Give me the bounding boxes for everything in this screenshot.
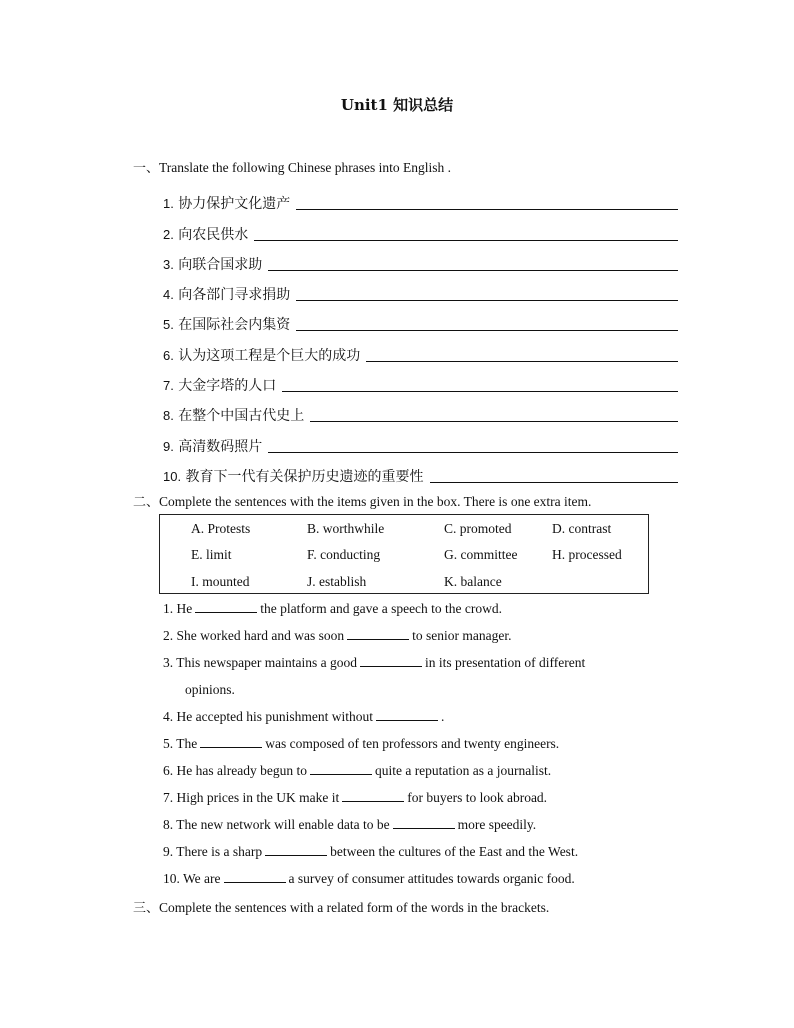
page-title: Unit1 知识总结 — [340, 96, 454, 114]
section-one-heading — [133, 157, 451, 176]
item-number: 10. — [163, 468, 182, 484]
box-option: C. promoted — [444, 521, 512, 536]
item-number: 9. — [163, 844, 174, 859]
translation-item — [163, 426, 678, 456]
item-number: 3. — [163, 256, 174, 272]
answer-blank[interactable] — [393, 816, 455, 829]
item-number: 7. — [163, 790, 174, 805]
sentence-item: 3. This newspaper maintains a good in its presentation of different — [163, 655, 586, 670]
box-option: B. worthwhile — [307, 521, 385, 536]
sentence-item: 1. He the platform and gave a speech to the crowd. — [163, 601, 503, 616]
section-instruction: Complete the sentences with a related form of the words in the brackets. — [159, 900, 550, 915]
answer-blank[interactable] — [347, 627, 409, 640]
answer-line[interactable] — [430, 469, 678, 483]
answer-line[interactable] — [296, 317, 678, 331]
item-number: 8. — [163, 408, 174, 424]
answer-blank[interactable] — [360, 654, 422, 667]
box-option: K. balance — [444, 574, 502, 589]
chinese-phrase: 向农民供水 — [178, 226, 249, 243]
sentence-item: 9. There is a sharp between the cultures of the East and the West. — [163, 844, 579, 859]
answer-line[interactable] — [296, 287, 678, 301]
chinese-phrase: 高清数码照片 — [178, 438, 263, 455]
section-instruction: Complete the sentences with the items given in the box. There is one extra item. — [159, 494, 592, 509]
item-number: 10. — [163, 871, 180, 886]
answer-line[interactable] — [310, 408, 678, 422]
sentence-item: 2. She worked hard and was soon to senior manager. — [163, 628, 512, 643]
box-option: H. processed — [552, 547, 622, 562]
answer-line[interactable] — [282, 378, 678, 392]
translation-item — [163, 396, 678, 426]
chinese-phrase: 在国际社会内集资 — [178, 317, 291, 334]
box-option: I. mounted — [191, 574, 250, 589]
translation-item — [163, 245, 678, 275]
box-option: J. establish — [307, 574, 367, 589]
item-number: 5. — [163, 317, 174, 333]
translation-item — [163, 457, 678, 487]
answer-blank[interactable] — [195, 600, 257, 613]
answer-blank[interactable] — [376, 708, 438, 721]
sentence-item: 10. We are a survey of consumer attitudes towards organic food. — [163, 871, 575, 886]
translation-item — [163, 275, 678, 305]
translation-item — [163, 214, 678, 244]
item-number: 4. — [163, 709, 174, 724]
translation-list — [163, 184, 678, 487]
chinese-phrase: 认为这项工程是个巨大的成功 — [178, 347, 361, 364]
item-number: 5. — [163, 736, 174, 751]
item-number: 1. — [163, 196, 174, 212]
item-number: 2. — [163, 628, 174, 643]
section-two-heading — [133, 491, 591, 510]
chinese-phrase: 教育下一代有关保护历史遗迹的重要性 — [185, 468, 424, 485]
answer-line[interactable] — [268, 439, 678, 453]
sentence-item: 4. He accepted his punishment without . — [163, 709, 445, 724]
sentence-item: 8. The new network will enable data to be more speedily. — [163, 817, 537, 832]
answer-blank[interactable] — [200, 735, 262, 748]
translation-item — [163, 184, 678, 214]
answer-line[interactable] — [296, 196, 678, 210]
box-option: F. conducting — [307, 547, 381, 562]
answer-blank[interactable] — [342, 789, 404, 802]
box-option: G. committee — [444, 547, 518, 562]
sentence-item: 5. The was composed of ten professors and twenty engineers. — [163, 736, 560, 751]
item-number: 3. — [163, 655, 174, 670]
answer-line[interactable] — [254, 227, 678, 241]
chinese-phrase: 向联合国求助 — [178, 256, 263, 273]
chinese-phrase: 向各部门寻求捐助 — [178, 287, 291, 304]
item-number: 7. — [163, 378, 174, 394]
sentence-list — [163, 600, 663, 897]
item-number: 6. — [163, 763, 174, 778]
answer-line[interactable] — [268, 257, 678, 271]
section-number: 三、 — [133, 901, 160, 916]
section-instruction: Translate the following Chinese phrases into English . — [159, 160, 451, 175]
item-number: 4. — [163, 287, 174, 303]
answer-blank[interactable] — [310, 762, 372, 775]
box-option: A. Protests — [191, 521, 251, 536]
item-number: 8. — [163, 817, 174, 832]
item-number: 6. — [163, 347, 174, 363]
sentence-continuation: opinions. — [185, 682, 235, 697]
item-number: 1. — [163, 601, 174, 616]
box-option: D. contrast — [552, 521, 612, 536]
chinese-phrase: 在整个中国古代史上 — [178, 408, 305, 425]
answer-blank[interactable] — [224, 870, 286, 883]
chinese-phrase: 协力保护文化遗产 — [178, 196, 291, 213]
chinese-phrase: 大金字塔的人口 — [178, 378, 277, 395]
translation-item — [163, 335, 678, 365]
word-box — [159, 514, 649, 594]
sentence-item: 7. High prices in the UK make it for buyers to look abroad. — [163, 790, 548, 805]
section-number: 二、 — [133, 495, 160, 510]
sentence-item: 6. He has already begun to quite a reputation as a journalist. — [163, 763, 552, 778]
box-option: E. limit — [191, 547, 232, 562]
item-number: 2. — [163, 226, 174, 242]
translation-item — [163, 305, 678, 335]
answer-line[interactable] — [366, 348, 678, 362]
section-number: 一、 — [133, 161, 160, 176]
answer-blank[interactable] — [265, 843, 327, 856]
translation-item — [163, 366, 678, 396]
section-three-heading — [133, 897, 549, 916]
item-number: 9. — [163, 438, 174, 454]
